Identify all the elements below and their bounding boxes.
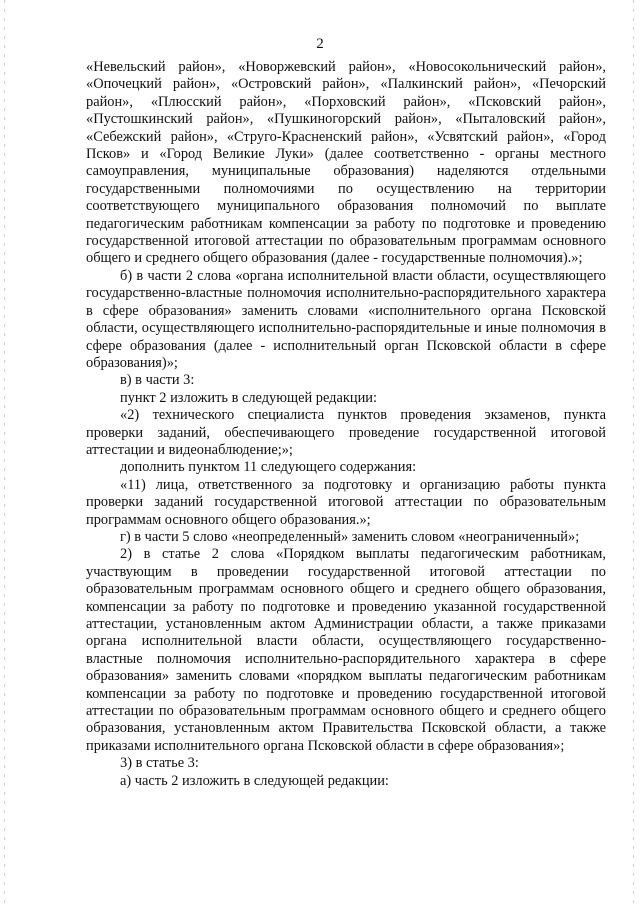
paragraph-3: в) в части 3: [120,372,195,389]
paragraph-8: г) в части 5 слово «неопределенный» заменить словом «неограниченный»; [120,528,580,545]
page-number: 2 [316,36,324,52]
paragraph-7: «11) лица, ответственного за подготовку и организацию работы пункта проверки заданий государственной итоговой аттестации по образовательным программам основного общего образования.»; [86,476,606,528]
paragraph-4: пункт 2 изложить в следующей редакции: [120,389,377,406]
paragraph-2: б) в части 2 слова «органа исполнительной власти области, осуществляющего государственно-властные полномочия исполнительно-распорядительного характера в сфере образования» заменить словами «исполнительного органа Псковской области, осуществляющего исполнительно-распорядительные и иные полномочия в сфере образования (далее - исполнительный орган Псковской области в сфере образования)»; [86,267,606,371]
paragraph-10: 3) в статье 3: [120,755,199,772]
paragraph-1: «Невельский район», «Новоржевский район», «Новосокольнический район», «Опочецкий район», «Островский район», «Палкинский район», «Печорский район», «Плюсский район», «Порховский район», «Псковский район», «Пустошкинский район», «Пушкиногорский район», «Пыталовский район», «Себежский район», «Струго-Красненский район», «Усвятский район», «Город Псков» и «Город Великие Луки» (далее соответственно - органы местного самоуправления, муниципальные образования) наделяются отдельными государственными полномочиями по осуществлению на территории соответствующего муниципального образования полномочий по выплате педагогическим работникам компенсации за работу по подготовке и проведению государственной итоговой аттестации по образовательным программам основного общего и среднего общего образования (далее - государственные полномочия).»; [86,59,606,267]
paragraph-11: а) часть 2 изложить в следующей редакции: [120,772,389,789]
paragraph-6: дополнить пунктом 11 следующего содержания: [120,459,417,476]
right-scan-edge [633,0,634,905]
document-body [86,59,606,790]
paragraph-5: «2) технического специалиста пунктов проведения экзаменов, пункта проверки заданий, обеспечивающего проведение государственной итоговой аттестации и видеонаблюдение;»; [86,407,606,458]
left-scan-edge [4,0,5,905]
paragraph-9: 2) в статье 2 слова «Порядком выплаты педагогическим работникам, участвующим в проведении государственной итоговой аттестации по образовательным программам основного общего и среднего общего образования, компенсации за работу по подготовке и проведению указанной государственной аттестации, установленным актом Администрации области, а также приказами органа исполнительной власти области, осуществляющего государственно-властные полномочия исполнительно-распорядительного характера в сфере образования» заменить словами «порядком выплаты педагогическим работникам компенсации за работу по подготовке и проведению государственной итоговой аттестации по образовательным программам основного общего и среднего общего образования, установленным актом Правительства Псковской области, а также приказами исполнительного органа Псковской области в сфере образования»; [86,546,606,754]
